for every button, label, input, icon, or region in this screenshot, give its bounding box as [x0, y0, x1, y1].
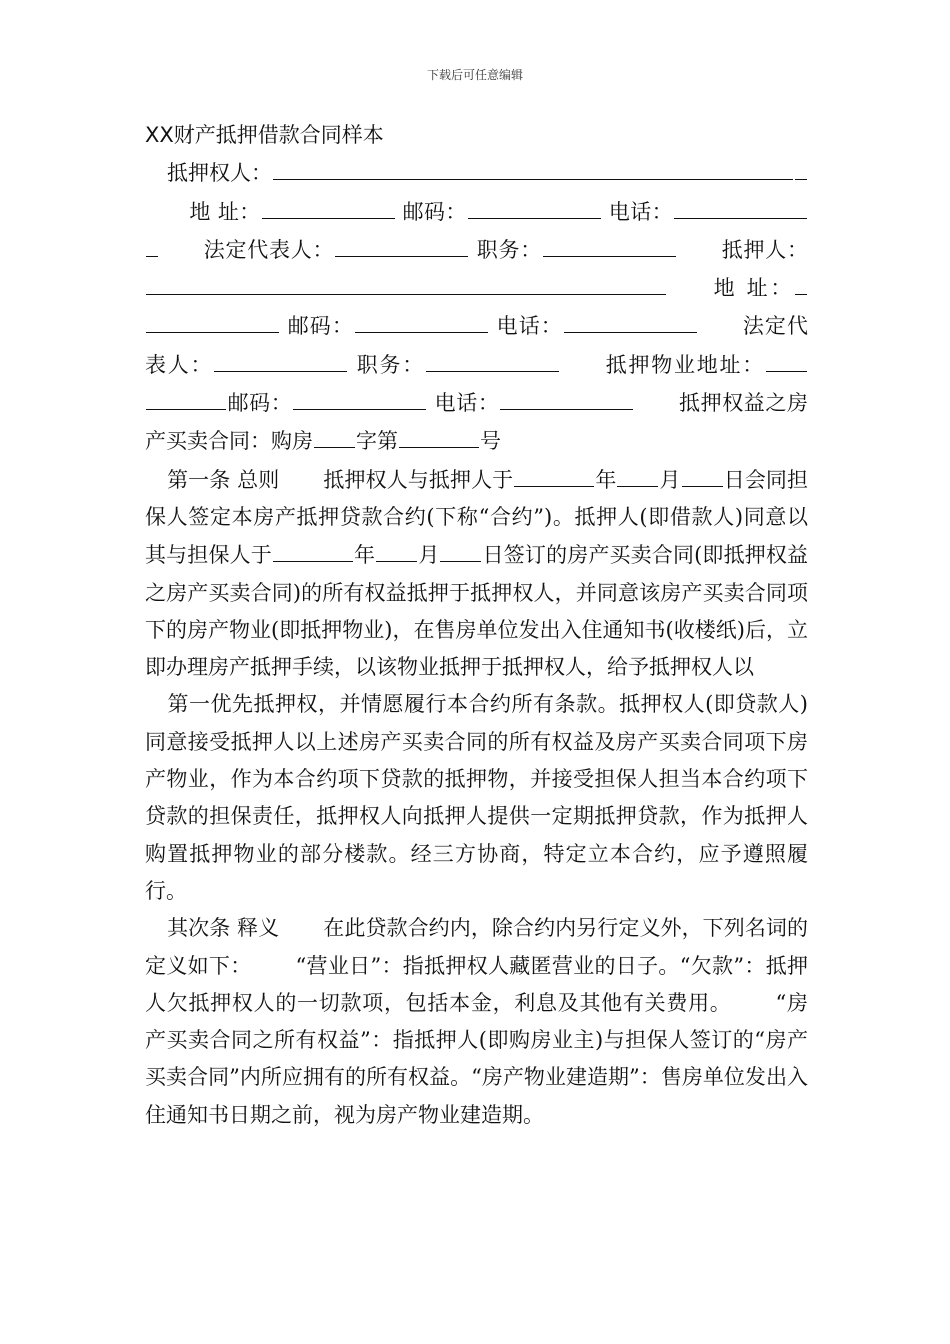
property-address-blank-2	[146, 384, 226, 410]
article-1-text-2: 日会同担保人签定本房产抵押贷款合约(下称“合约”)。抵押人(即借款人)同意以其与担保人于	[145, 467, 809, 568]
definition-business-day: “营业日”：指抵押权人藏匿营业的日子。	[295, 953, 680, 978]
phone2-blank	[564, 307, 697, 333]
address2-blank	[146, 307, 279, 333]
mortgagor-blank	[146, 269, 666, 295]
date-year-blank-2	[273, 536, 353, 562]
phone-label: 电话：	[608, 199, 673, 224]
hao-label: 号	[480, 429, 501, 454]
legal-rep-blank	[335, 231, 468, 257]
definition-debt: “欠款”：抵押人欠抵押权人的一切款项，包括本金，利息及其他有关费用。	[145, 953, 808, 1015]
legal-rep2-label-b: 表人：	[145, 352, 214, 377]
position2-blank	[426, 346, 559, 372]
position2-label: 职务：	[356, 352, 425, 377]
article-1-text-4: 第一优先抵押权，并情愿履行本合约所有条款。抵押权人(即贷款人)同意接受抵押人以上述房产买卖合同的所有权益及房产买卖合同项下房产物业，作为本合约项下贷款的抵押物，并接受担保人担当本合约项下贷款的担保责任，抵押权人向抵押人提供一定期抵押贷款，作为抵押人购置抵押物业的部分楼款。经三方协商，特定立本合约，应予遵照履行。	[145, 692, 808, 903]
article-1-text-1: 抵押权人与抵押人于	[323, 467, 514, 492]
title-text: 财产抵押借款合同样本	[173, 123, 384, 147]
parties-fields	[145, 154, 808, 460]
date-day-blank-2	[440, 536, 481, 562]
property-address-blank	[766, 346, 807, 372]
document-body	[145, 117, 808, 1134]
postcode3-blank	[293, 384, 426, 410]
blank	[795, 154, 807, 180]
legal-rep2-blank	[214, 346, 347, 372]
position-blank	[543, 231, 676, 257]
postcode2-blank	[355, 307, 488, 333]
address-label: 地 址：	[189, 199, 261, 224]
postcode2-label: 邮码：	[287, 314, 354, 339]
article-1-continued	[145, 686, 808, 910]
date-month-blank	[617, 461, 658, 487]
postcode-label: 邮码：	[402, 199, 467, 224]
legal-rep2-label-a: 法定代	[741, 314, 808, 339]
date-month-blank-2	[376, 536, 417, 562]
number-blank	[399, 422, 479, 448]
phone3-blank	[500, 384, 633, 410]
blank	[146, 231, 158, 257]
article-1-text-3: 日签订的房产买卖合同(即抵押权益之房产买卖合同)的所有权益抵押于抵押权人，并同意该房产买卖合同项下的房产物业(即抵押物业)，在售房单位发出入住通知书(收楼纸)后，立即办理房产抵押手续，以该物业抵押于抵押权人，给予抵押权人以	[145, 543, 809, 680]
date-year-blank	[514, 461, 594, 487]
zi-di-label: 字第	[356, 429, 398, 454]
year-label: 年	[595, 467, 617, 492]
address-blank	[262, 193, 395, 219]
property-address-label: 抵押物业地址：	[603, 352, 766, 377]
mortgagee-label: 抵押权人：	[167, 161, 272, 186]
phone2-label: 电话：	[496, 314, 563, 339]
mortgagee-blank	[273, 154, 793, 180]
postcode-blank	[468, 193, 601, 219]
address2-label: 地 址：	[711, 276, 794, 301]
postcode3-label: 邮码：	[227, 391, 293, 416]
rights-contract-label-b: 房产买卖合同：购房	[145, 391, 808, 454]
article-1-heading: 第一条 总则	[167, 467, 280, 492]
blank	[795, 269, 807, 295]
definition-construction-period: “房产物业建造期”：售房单位发出入住通知书日期之前，视为房产物业建造期。	[145, 1065, 808, 1127]
mortgagor-label: 抵押人：	[720, 237, 809, 262]
phone3-label: 电话：	[434, 391, 500, 416]
article-2-text-1: 在此贷款合约内，除合约内另行定义外，下列名词的定义如下：	[145, 916, 808, 978]
date-day-blank	[682, 461, 723, 487]
title-prefix: XX	[145, 123, 174, 147]
legal-rep-label: 法定代表人：	[203, 237, 335, 262]
document-title	[145, 117, 808, 154]
definition-contract-rights: “房产买卖合同之所有权益”：指抵押人(即购房业主)与担保人签订的“房产买卖合同”内所应拥有的所有权益。	[145, 990, 808, 1090]
article-1	[145, 461, 808, 687]
purchase-no-blank	[314, 422, 355, 448]
article-2-heading: 其次条 释义	[167, 916, 280, 941]
header-note: 下载后可任意编辑	[426, 68, 523, 82]
month-label-2: 月	[418, 543, 440, 568]
position-label: 职务：	[476, 237, 542, 262]
year-label-2: 年	[353, 543, 376, 568]
phone-blank	[674, 193, 807, 219]
rights-contract-label-a: 抵押权益之	[678, 391, 787, 416]
month-label: 月	[659, 467, 681, 492]
article-2	[145, 910, 808, 1134]
